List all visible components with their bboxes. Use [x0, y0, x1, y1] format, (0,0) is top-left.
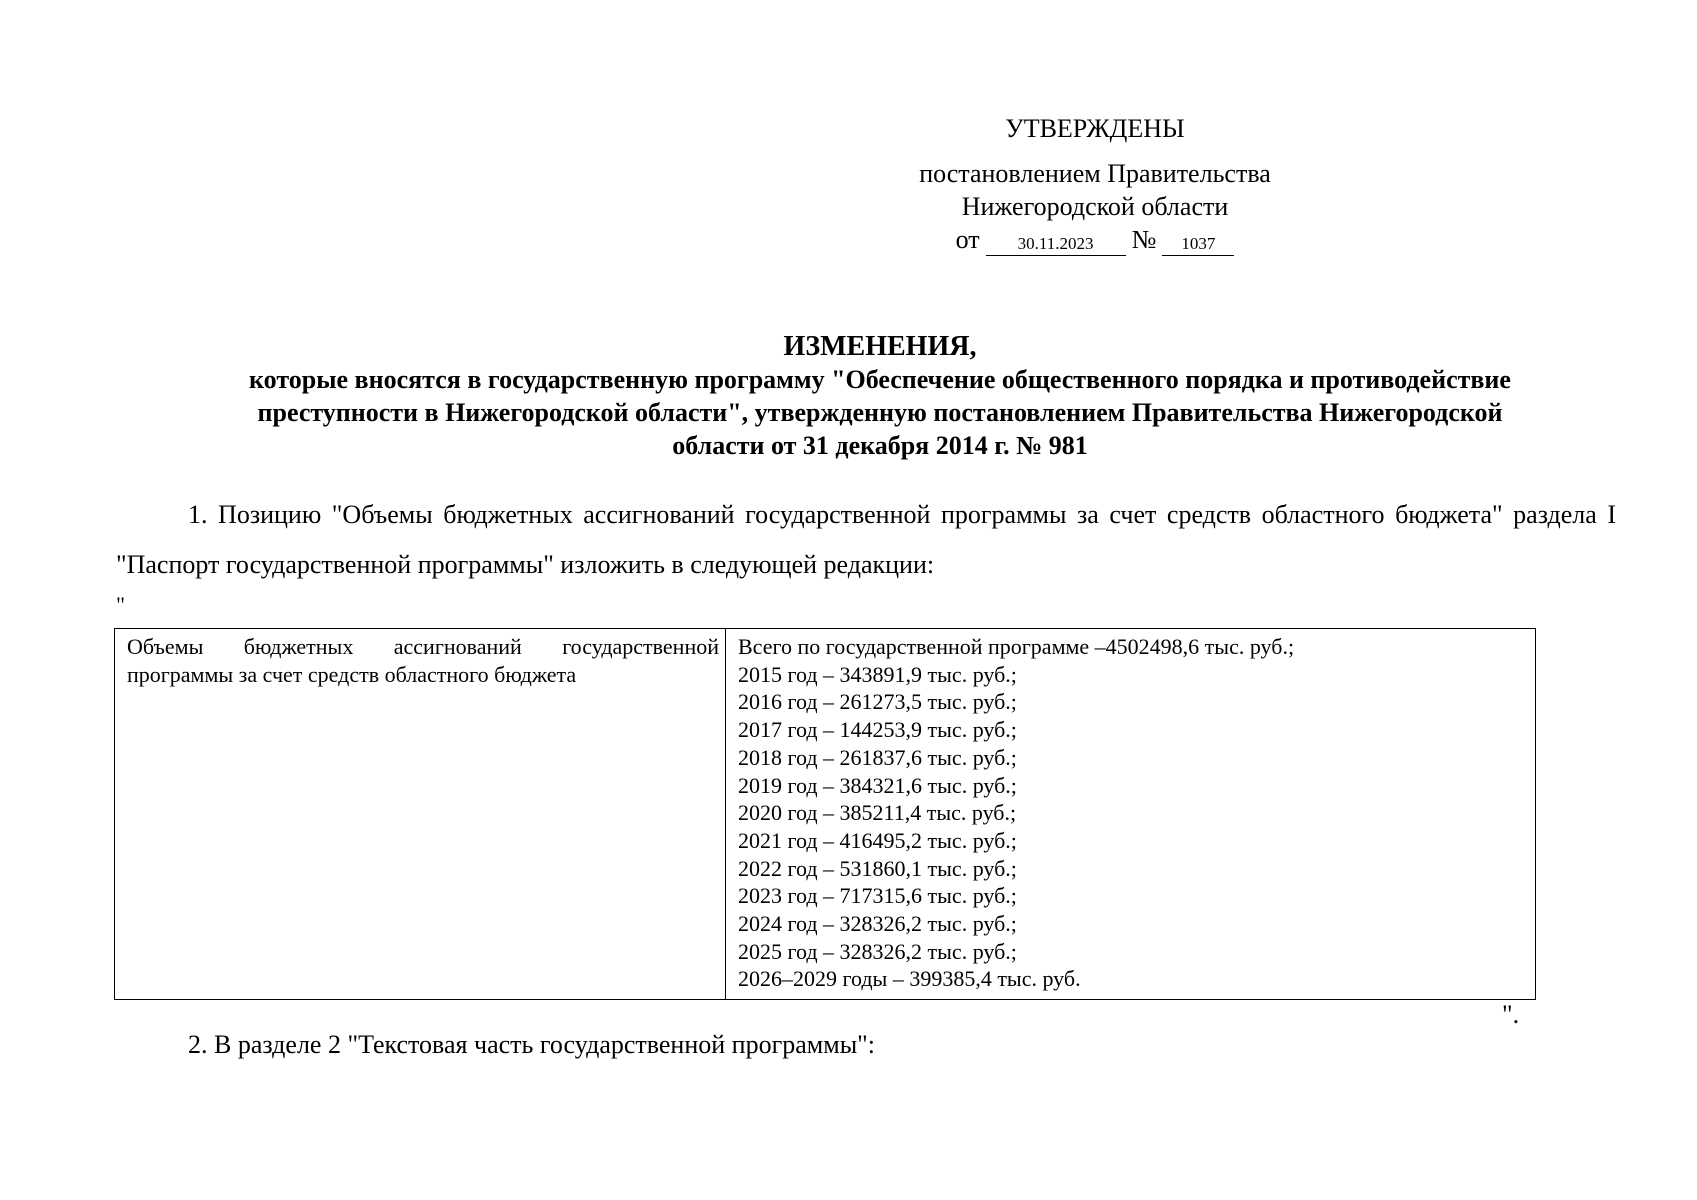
heading-line-1: которые вносятся в государственную программу "Обеспечение общественного порядка и противодействие [249, 365, 1511, 394]
budget-year-line: 2016 год – 261273,5 тыс. руб.; [738, 689, 1017, 715]
budget-year-line: 2017 год – 144253,9 тыс. руб.; [738, 717, 1017, 743]
budget-period-line: 2026–2029 годы – 399385,4 тыс. руб. [738, 966, 1081, 992]
document-heading [110, 330, 1650, 462]
from-label: от [955, 225, 980, 254]
heading-line-2: преступности в Нижегородской области", утвержденную постановлением Правительства Нижегородской [257, 398, 1503, 427]
approval-line-2: Нижегородской области [961, 192, 1229, 221]
passport-table [114, 628, 1536, 1000]
table-row [115, 629, 1536, 1000]
budget-year-line: 2021 год – 416495,2 тыс. руб.; [738, 827, 1017, 853]
budget-year-line: 2019 год – 384321,6 тыс. руб.; [738, 772, 1017, 798]
budget-year-line: 2015 год – 343891,9 тыс. руб.; [738, 661, 1017, 687]
paragraph-1: 1. Позицию "Объемы бюджетных ассигнований государственной программы за счет средств областного бюджета" раздела I "Паспорт государственной программы" изложить в следующей редакции: [116, 500, 1616, 579]
table-left-cell: Объемы бюджетных ассигнований государственной программы за счет средств областного бюджета [115, 629, 726, 1000]
approval-block [860, 112, 1330, 256]
approval-number: 1037 [1162, 233, 1234, 256]
open-quote: " [116, 592, 125, 617]
approval-line-1: постановлением Правительства [919, 159, 1271, 188]
budget-year-line: 2020 год – 385211,4 тыс. руб.; [738, 800, 1017, 826]
budget-year-line: 2018 год – 261837,6 тыс. руб.; [738, 744, 1017, 770]
approval-stamp: УТВЕРЖДЕНЫ [1005, 114, 1185, 143]
heading-line-3: области от 31 декабря 2014 г. № 981 [672, 431, 1088, 460]
budget-year-line: 2022 год – 531860,1 тыс. руб.; [738, 855, 1017, 881]
approval-date: 30.11.2023 [986, 233, 1126, 256]
table-right-cell [726, 629, 1536, 1000]
close-quote: ". [1502, 1000, 1520, 1029]
budget-year-line: 2024 год – 328326,2 тыс. руб.; [738, 911, 1017, 937]
approval-date-line [860, 223, 1330, 256]
number-label: № [1131, 225, 1157, 254]
budget-year-line: 2023 год – 717315,6 тыс. руб.; [738, 883, 1017, 909]
budget-total-line: Всего по государственной программе –4502498,6 тыс. руб.; [738, 634, 1295, 659]
paragraph-2: 2. В разделе 2 "Текстовая часть государственной программы": [188, 1030, 875, 1059]
heading-title: ИЗМЕНЕНИЯ, [783, 331, 977, 362]
budget-year-line: 2025 год – 328326,2 тыс. руб.; [738, 938, 1017, 964]
